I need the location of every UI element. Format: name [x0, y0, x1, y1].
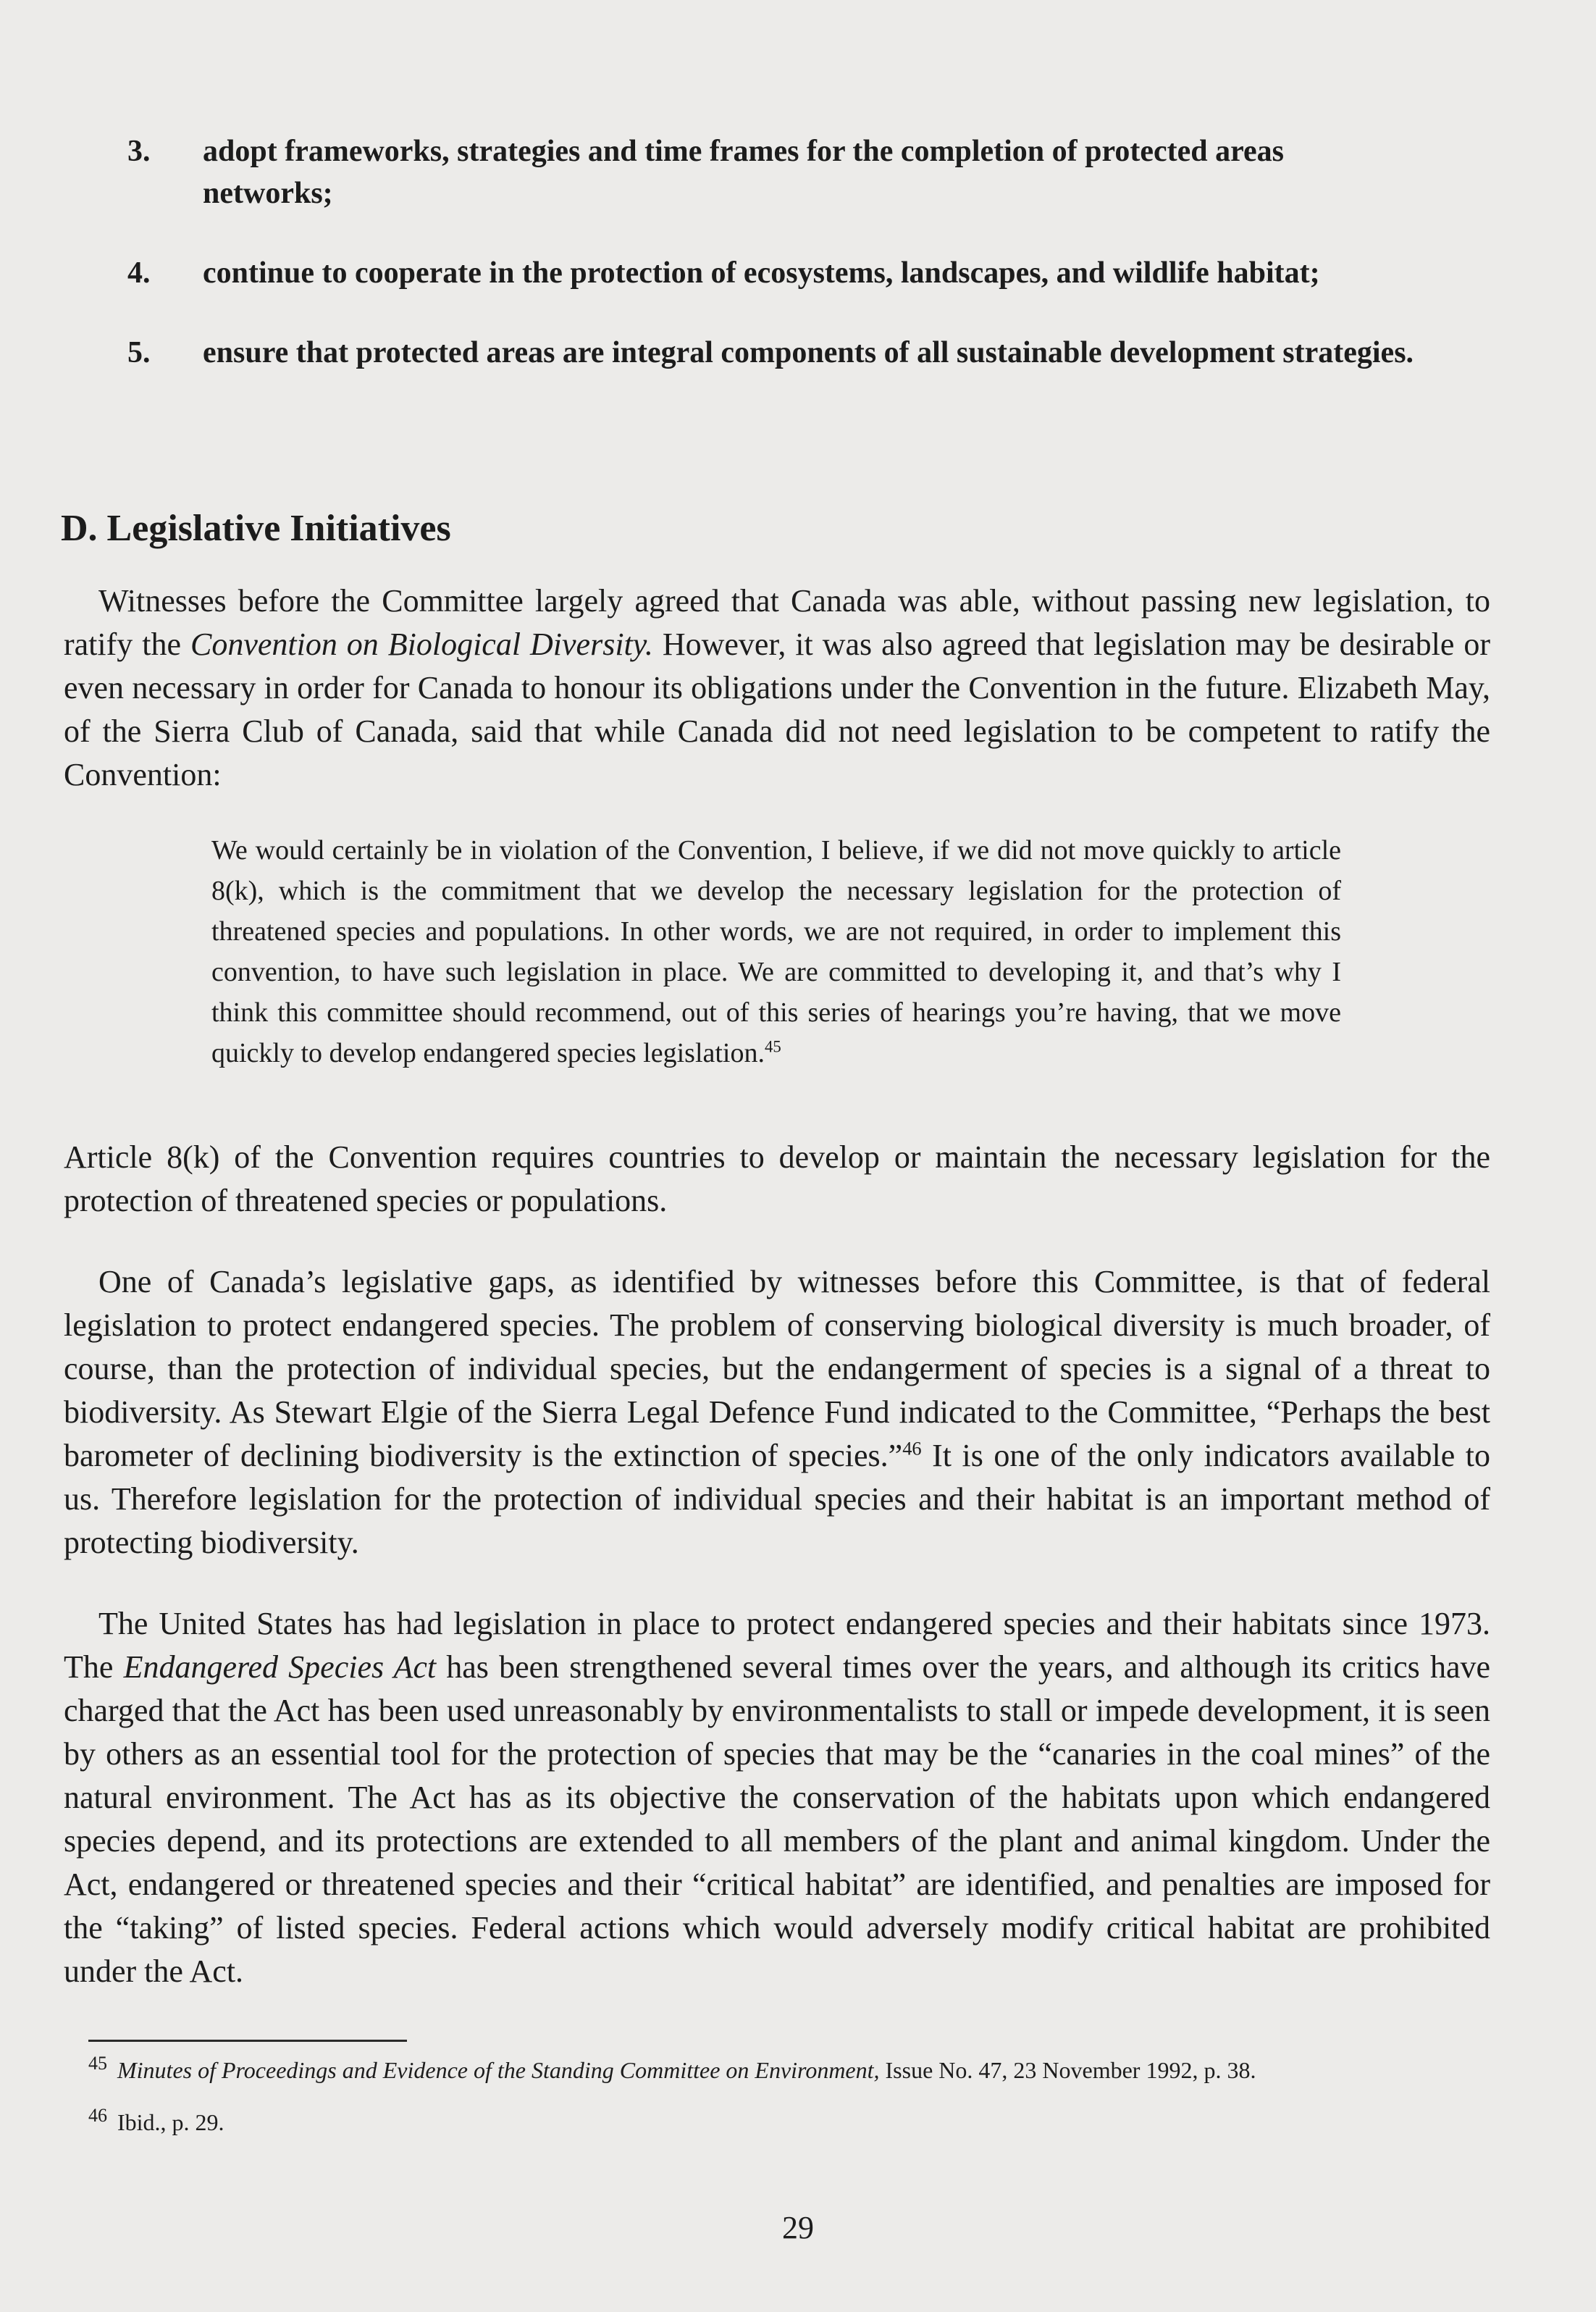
intro-paragraph-block [64, 579, 1490, 834]
main-paragraph-block [64, 1136, 1490, 2031]
list-item-number: 4. [127, 256, 151, 290]
footnote: $^{46}$ Ibid., p. 29. [88, 2105, 224, 2135]
block-quote: We would certainly be in violation of the Convention, I believe, if we did not move quickly to article 8(k), which is the commitment that we develop the necessary legislation for the protection of threatened species and populations. In other words, we are not required, in order to implement this convention, to have such legislation in place. We are committed to developing it, and that’s why I think this committee should recommend, out of this series of hearings you’re having, that we move quickly to develop endangered species legislation.$^{45}$ [211, 835, 1341, 1068]
footnote-ref: 46 [902, 1437, 922, 1459]
page-number: 29 [782, 2210, 814, 2245]
list-item [127, 130, 1416, 214]
section-heading: D. Legislative Initiatives [61, 508, 451, 549]
act-title: Endangered Species Act [123, 1649, 437, 1685]
list-item [127, 332, 1416, 374]
convention-title: Convention on Biological Diversity. [190, 627, 653, 662]
paragraph-article: Article 8(k) of the Convention requires countries to develop or maintain the necessary legislation for the protection of threatened species or populations. [64, 1139, 1490, 1218]
list-item-text: ensure that protected areas are integral components of all sustainable development strategies. [203, 336, 1414, 369]
paragraph-intro: Witnesses before the Committee largely agreed that Canada was able, without passing new legislation, to ratify the Convention on Biological Diversity. However, it was also agreed that legislation may be desirable or even necessary in order for Canada to honour its obligations under the Convention in the future. Elizabeth May, of the Sierra Club of Canada, said that while Canada did not need legislation to be competent to ratify the Convention: [64, 583, 1490, 792]
footnote-divider [88, 2040, 407, 2042]
list-item-text: adopt frameworks, strategies and time frames for the completion of protected areas networks; [203, 135, 1285, 210]
footnote: $^{45}$ Minutes of Proceedings and Evidence of the Standing Committee on Environment, Issue No. 47, 23 November 1992, p. 38. [88, 2053, 1256, 2083]
footnote-ref: 45 [765, 1037, 781, 1056]
list-item-text: continue to cooperate in the protection of ecosystems, landscapes, and wildlife habitat; [203, 256, 1320, 290]
footnote-number: 45 [88, 2053, 107, 2074]
list-item-number: 3. [127, 135, 151, 168]
recommendation-list [127, 130, 1416, 411]
paragraph-united-states: The United States has had legislation in place to protect endangered species and their habitats since 1973. The Endangered Species Act has been strengthened several times over the years, and although its critics have charged that the Act has been used unreasonably by environmentalists to stall or impede development, it is seen by others as an essential tool for the protection of species that may be the “canaries in the coal mines” of the natural environment. The Act has as its objective the conservation of the habitats upon which endangered species depend, and its protections are extended to all members of the plant and animal kingdom. Under the Act, endangered or threatened species and their “critical habitat” are identified, and penalties are imposed for the “taking” of listed species. Federal actions which would adversely modify critical habitat are prohibited under the Act. [64, 1606, 1491, 1989]
paragraph-gaps: One of Canada’s legislative gaps, as identified by witnesses before this Committee, is that of federal legislation to protect endangered species. The problem of conserving biological diversity is much broader, of course, than the protection of individual species, but the endangerment of species is a signal of a threat to biodiversity. As Stewart Elgie of the Sierra Legal Defence Fund indicated to the Committee, “Perhaps the best barometer of declining biodiversity is the extinction of species.”$^{46}$ It is one of the only indicators available to us. Therefore legislation for the protection of individual species and their habitat is an important method of protecting biodiversity. [64, 1264, 1490, 1560]
footnote-number: 46 [88, 2105, 107, 2127]
list-item [127, 252, 1416, 294]
list-item-number: 5. [127, 336, 151, 369]
